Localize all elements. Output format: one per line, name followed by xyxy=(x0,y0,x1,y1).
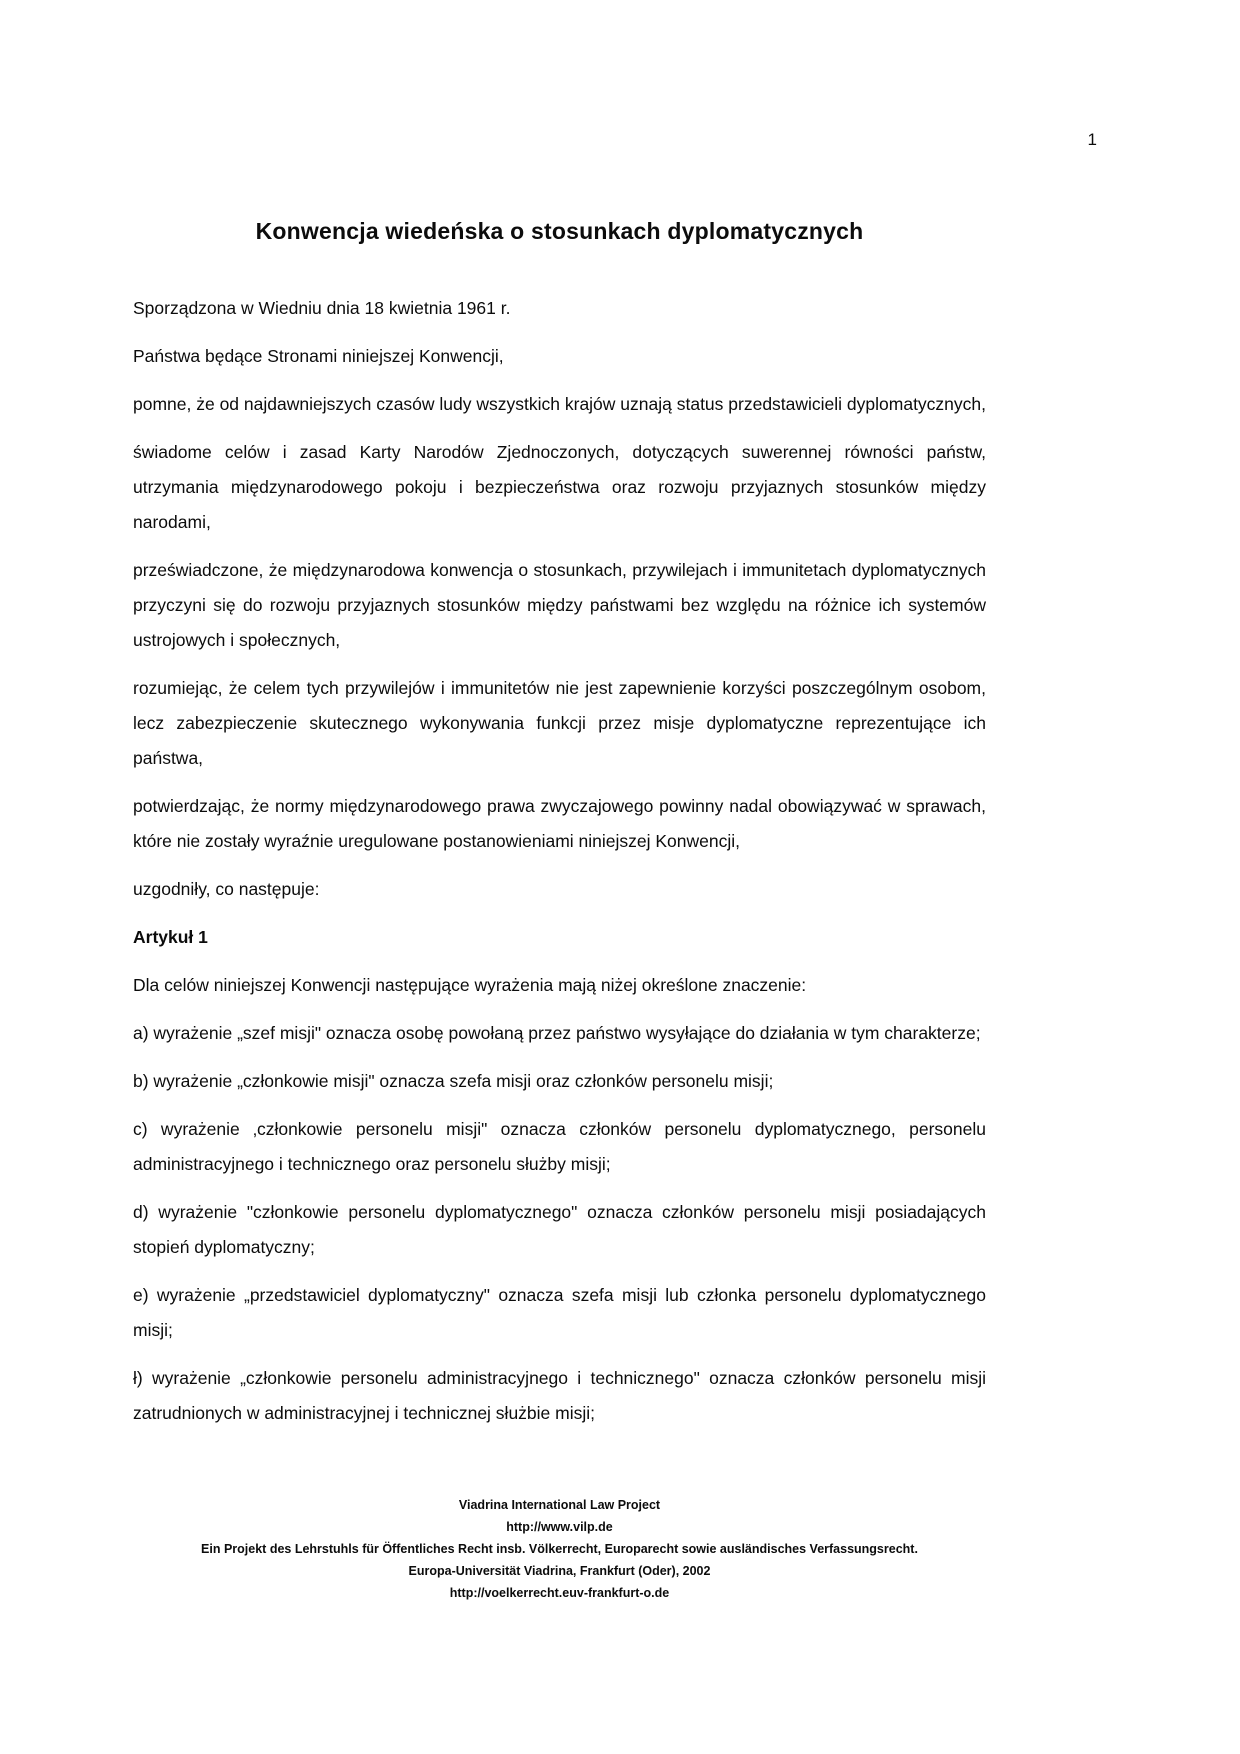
document-content xyxy=(133,218,986,1444)
drafted-date-line: Sporządzona w Wiedniu dnia 18 kwietnia 1961 r. xyxy=(133,298,511,318)
parties-line: Państwa będące Stronami niniejszej Konwencji, xyxy=(133,346,504,366)
preamble-paragraph: pomne, że od najdawniejszych czasów ludy wszystkich krajów uznają status przedstawicieli dyplomatycznych, xyxy=(133,394,987,414)
footer-url-vilp: http://www.vilp.de xyxy=(506,1520,613,1534)
page-footer xyxy=(133,1494,986,1604)
preamble-paragraph: świadome celów i zasad Karty Narodów Zjednoczonych, dotyczących suwerennej równości państw, utrzymania międzynarodowego pokoju i bezpieczeństwa oraz rozwoju przyjaznych stosunków między narodami, xyxy=(133,442,986,532)
document-title: Konwencja wiedeńska o stosunkach dyplomatycznych xyxy=(255,218,864,244)
page-number: 1 xyxy=(1087,130,1097,149)
preamble-paragraph: potwierdzając, że normy międzynarodowego prawa zwyczajowego powinny nadal obowiązywać w sprawach, które nie zostały wyraźnie uregulowane postanowieniami niniejszej Konwencji, xyxy=(133,796,986,851)
definition-item-a: a) wyrażenie „szef misji" oznacza osobę powołaną przez państwo wysyłające do działania w tym charakterze; xyxy=(133,1023,981,1043)
definition-item-c: c) wyrażenie ‚członkowie personelu misji" oznacza członków personelu dyplomatycznego, personelu administracyjnego i technicznego oraz personelu służby misji; xyxy=(133,1119,986,1174)
article-1-heading: Artykuł 1 xyxy=(133,927,208,947)
footer-project-description: Ein Projekt des Lehrstuhls für Öffentliches Recht insb. Völkerrecht, Europarecht sowie ausländisches Verfassungsrecht. xyxy=(201,1542,918,1556)
footer-university-line: Europa-Universität Viadrina, Frankfurt (Oder), 2002 xyxy=(408,1564,711,1578)
footer-project-name: Viadrina International Law Project xyxy=(458,1498,661,1512)
definition-item-f: ł) wyrażenie „członkowie personelu administracyjnego i technicznego" oznacza członków personelu misji zatrudnionych w administracyjnej i technicznej służbie misji; xyxy=(133,1368,986,1423)
preamble-paragraph: przeświadczone, że międzynarodowa konwencja o stosunkach, przywilejach i immunitetach dyplomatycznych przyczyni się do rozwoju przyjaznych stosunków między państwami bez względu na różnice ich systemów ustrojowych i społecznych, xyxy=(133,560,986,650)
preamble-closing-line: uzgodniły, co następuje: xyxy=(133,879,320,899)
article-1-lead: Dla celów niniejszej Konwencji następujące wyrażenia mają niżej określone znaczenie: xyxy=(133,975,807,995)
definition-item-d: d) wyrażenie "członkowie personelu dyplomatycznego" oznacza członków personelu misji posiadających stopień dyplomatyczny; xyxy=(133,1202,986,1257)
preamble-paragraph: rozumiejąc, że celem tych przywilejów i immunitetów nie jest zapewnienie korzyści poszczególnym osobom, lecz zabezpieczenie skutecznego wykonywania funkcji przez misje dyplomatyczne reprezentujące ich państwa, xyxy=(133,678,986,768)
definition-item-b: b) wyrażenie „członkowie misji" oznacza szefa misji oraz członków personelu misji; xyxy=(133,1071,774,1091)
definition-item-e: e) wyrażenie „przedstawiciel dyplomatyczny" oznacza szefa misji lub członka personelu dyplomatycznego misji; xyxy=(133,1285,986,1340)
footer-url-voelkerrecht: http://voelkerrecht.euv-frankfurt-o.de xyxy=(449,1586,670,1600)
